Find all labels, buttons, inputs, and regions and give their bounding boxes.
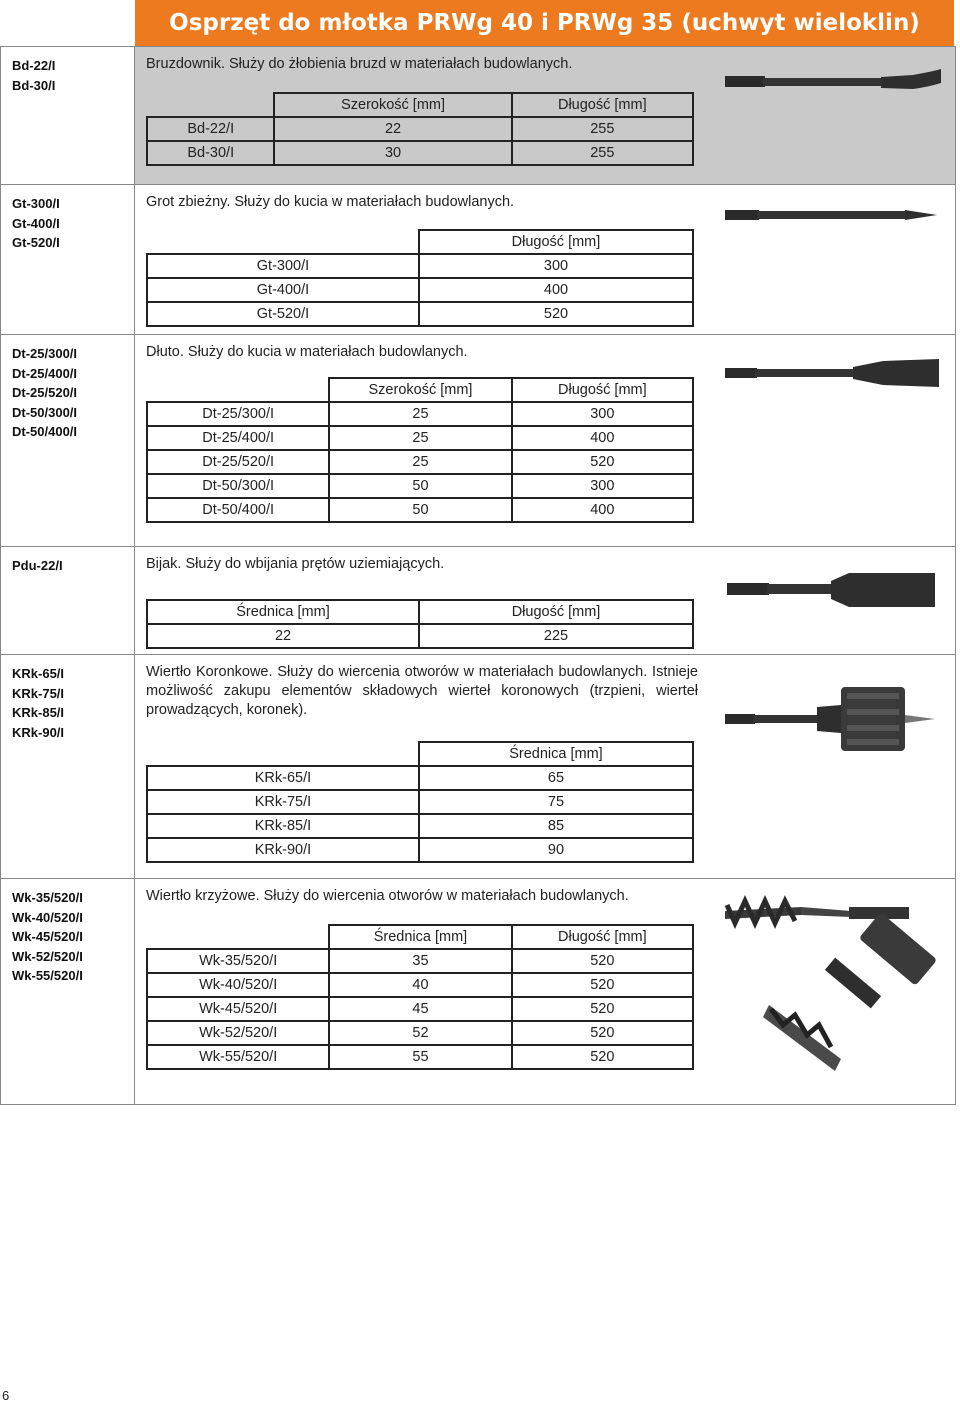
table-cell: 22 (147, 624, 419, 648)
table-cell: 40 (329, 973, 511, 997)
table-cell: KRk-90/I (147, 838, 419, 862)
table-row (147, 790, 693, 814)
code-item: Pdu-22/I (12, 558, 63, 573)
table-cell: 520 (512, 450, 693, 474)
table-header: Średnica [mm] (329, 925, 511, 949)
section-dluto (1, 335, 955, 547)
spec-table (146, 377, 694, 523)
driver-image (725, 567, 941, 613)
table-cell: 300 (419, 254, 693, 278)
code-item: KRk-85/I (12, 705, 65, 721)
table-cell: 85 (419, 814, 693, 838)
table-cell: Gt-520/I (147, 302, 419, 326)
table-row (147, 426, 693, 450)
table-cell: Gt-400/I (147, 278, 419, 302)
table-cell: 400 (419, 278, 693, 302)
table-header: Długość [mm] (512, 925, 693, 949)
table-cell: 300 (512, 402, 693, 426)
spec-table (146, 229, 694, 327)
table-cell: 520 (512, 1045, 693, 1069)
spec-table (146, 599, 694, 649)
table-cell: 25 (329, 426, 511, 450)
table-cell: 90 (419, 838, 693, 862)
table-cell: 50 (329, 498, 511, 522)
table-cell: 255 (512, 117, 693, 141)
table-row (147, 766, 693, 790)
table-cell: Bd-30/I (147, 141, 274, 165)
flat-chisel-image (723, 353, 945, 393)
code-item: Wk-52/520/I (12, 948, 83, 964)
table-cell: KRk-65/I (147, 766, 419, 790)
code-list (1, 47, 135, 184)
table-cell: 50 (329, 474, 511, 498)
table-header: Długość [mm] (512, 378, 693, 402)
table-cell: Dt-25/400/I (147, 426, 329, 450)
section-bruzdownik (1, 47, 955, 185)
table-cell: 55 (329, 1045, 511, 1069)
table-row (147, 278, 693, 302)
table-row (147, 254, 693, 278)
code-item: Gt-520/I (12, 235, 60, 251)
table-cell: 400 (512, 498, 693, 522)
table-cell: 520 (512, 949, 693, 973)
code-list (1, 547, 135, 654)
code-item: Dt-25/520/I (12, 385, 78, 401)
table-row (147, 997, 693, 1021)
table-row (147, 814, 693, 838)
code-item: Dt-50/300/I (12, 404, 78, 420)
table-row (147, 949, 693, 973)
code-item: KRk-90/I (12, 724, 65, 740)
section-bijak (1, 547, 955, 655)
table-row (147, 498, 693, 522)
description: Wiertło krzyżowe. Służy do wiercenia otworów w materiałach budowlanych. (146, 888, 629, 904)
table-cell: 25 (329, 450, 511, 474)
code-item: Dt-25/300/I (12, 346, 78, 361)
table-row (147, 624, 693, 648)
description: Dłuto. Służy do kucia w materiałach budowlanych. (146, 344, 468, 360)
section-wiertlo-krzyzowe (1, 879, 955, 1105)
table-cell: Wk-35/520/I (147, 949, 329, 973)
table-cell: 520 (512, 973, 693, 997)
table-cell: 520 (512, 1021, 693, 1045)
channel-chisel-image (723, 63, 945, 103)
page-number: 6 (2, 1388, 10, 1403)
description: Bruzdownik. Służy do żłobienia bruzd w materiałach budowlanych. (146, 56, 573, 72)
product-catalog (0, 46, 956, 1105)
table-header: Średnica [mm] (419, 742, 693, 766)
spec-table (146, 741, 694, 863)
table-row (147, 474, 693, 498)
code-item: Gt-400/I (12, 215, 60, 231)
table-cell: 400 (512, 426, 693, 450)
code-list (1, 879, 135, 1104)
table-cell: Dt-25/520/I (147, 450, 329, 474)
code-list (1, 655, 135, 878)
code-item: Dt-25/400/I (12, 365, 78, 381)
code-item: Bd-30/I (12, 77, 56, 93)
table-row (147, 450, 693, 474)
pointed-chisel-image (723, 203, 943, 227)
code-list (1, 335, 135, 546)
code-item: Wk-35/520/I (12, 890, 83, 905)
section-wiertlo-koronkowe (1, 655, 955, 879)
table-cell: 25 (329, 402, 511, 426)
table-row (147, 141, 693, 165)
table-cell: 75 (419, 790, 693, 814)
table-cell: 35 (329, 949, 511, 973)
code-item: KRk-65/I (12, 666, 65, 681)
table-cell: Dt-50/400/I (147, 498, 329, 522)
code-item: KRk-75/I (12, 685, 65, 701)
table-row (147, 117, 693, 141)
table-row (147, 1045, 693, 1069)
table-header: Długość [mm] (512, 93, 693, 117)
table-cell: 300 (512, 474, 693, 498)
table-cell: 45 (329, 997, 511, 1021)
table-cell: Bd-22/I (147, 117, 274, 141)
table-cell: Dt-50/300/I (147, 474, 329, 498)
table-header: Długość [mm] (419, 600, 693, 624)
table-cell: 255 (512, 141, 693, 165)
table-header: Długość [mm] (419, 230, 693, 254)
table-cell: Wk-45/520/I (147, 997, 329, 1021)
table-row (147, 302, 693, 326)
code-item: Wk-40/520/I (12, 909, 83, 925)
table-row (147, 838, 693, 862)
table-cell: Wk-52/520/I (147, 1021, 329, 1045)
code-item: Gt-300/I (12, 196, 60, 211)
table-cell: 225 (419, 624, 693, 648)
spec-table (146, 924, 694, 1070)
code-list (1, 185, 135, 334)
section-grot (1, 185, 955, 335)
table-cell: Wk-55/520/I (147, 1045, 329, 1069)
table-cell: Gt-300/I (147, 254, 419, 278)
table-cell: 520 (419, 302, 693, 326)
core-bit-image (723, 675, 945, 775)
description: Grot zbieżny. Służy do kucia w materiałach budowlanych. (146, 194, 515, 210)
table-header: Szerokość [mm] (274, 93, 511, 117)
table-row (147, 1021, 693, 1045)
cross-drill-bit-image (711, 887, 945, 1099)
table-row (147, 402, 693, 426)
description: Wiertło Koronkowe. Służy do wiercenia otworów w materiałach budowlanych. Istnieje możliwość zakupu elementów składowych wierteł koronowych (trzpieni, wierteł prowadzących, koronek). (146, 664, 698, 718)
table-cell: 520 (512, 997, 693, 1021)
table-header: Szerokość [mm] (329, 378, 511, 402)
code-item: Dt-50/400/I (12, 424, 78, 440)
description: Bijak. Służy do wbijania prętów uziemiających. (146, 556, 445, 572)
page-title: Osprzęt do młotka PRWg 40 i PRWg 35 (uchwyt wieloklin) (135, 0, 954, 46)
code-item: Bd-22/I (12, 58, 56, 73)
table-cell: KRk-85/I (147, 814, 419, 838)
table-header: Średnica [mm] (147, 600, 419, 624)
code-item: Wk-55/520/I (12, 968, 83, 984)
table-cell: 52 (329, 1021, 511, 1045)
table-cell: Wk-40/520/I (147, 973, 329, 997)
table-cell: KRk-75/I (147, 790, 419, 814)
table-cell: Dt-25/300/I (147, 402, 329, 426)
table-row (147, 973, 693, 997)
table-cell: 65 (419, 766, 693, 790)
table-cell: 30 (274, 141, 511, 165)
spec-table (146, 92, 694, 166)
code-item: Wk-45/520/I (12, 929, 83, 945)
table-cell: 22 (274, 117, 511, 141)
